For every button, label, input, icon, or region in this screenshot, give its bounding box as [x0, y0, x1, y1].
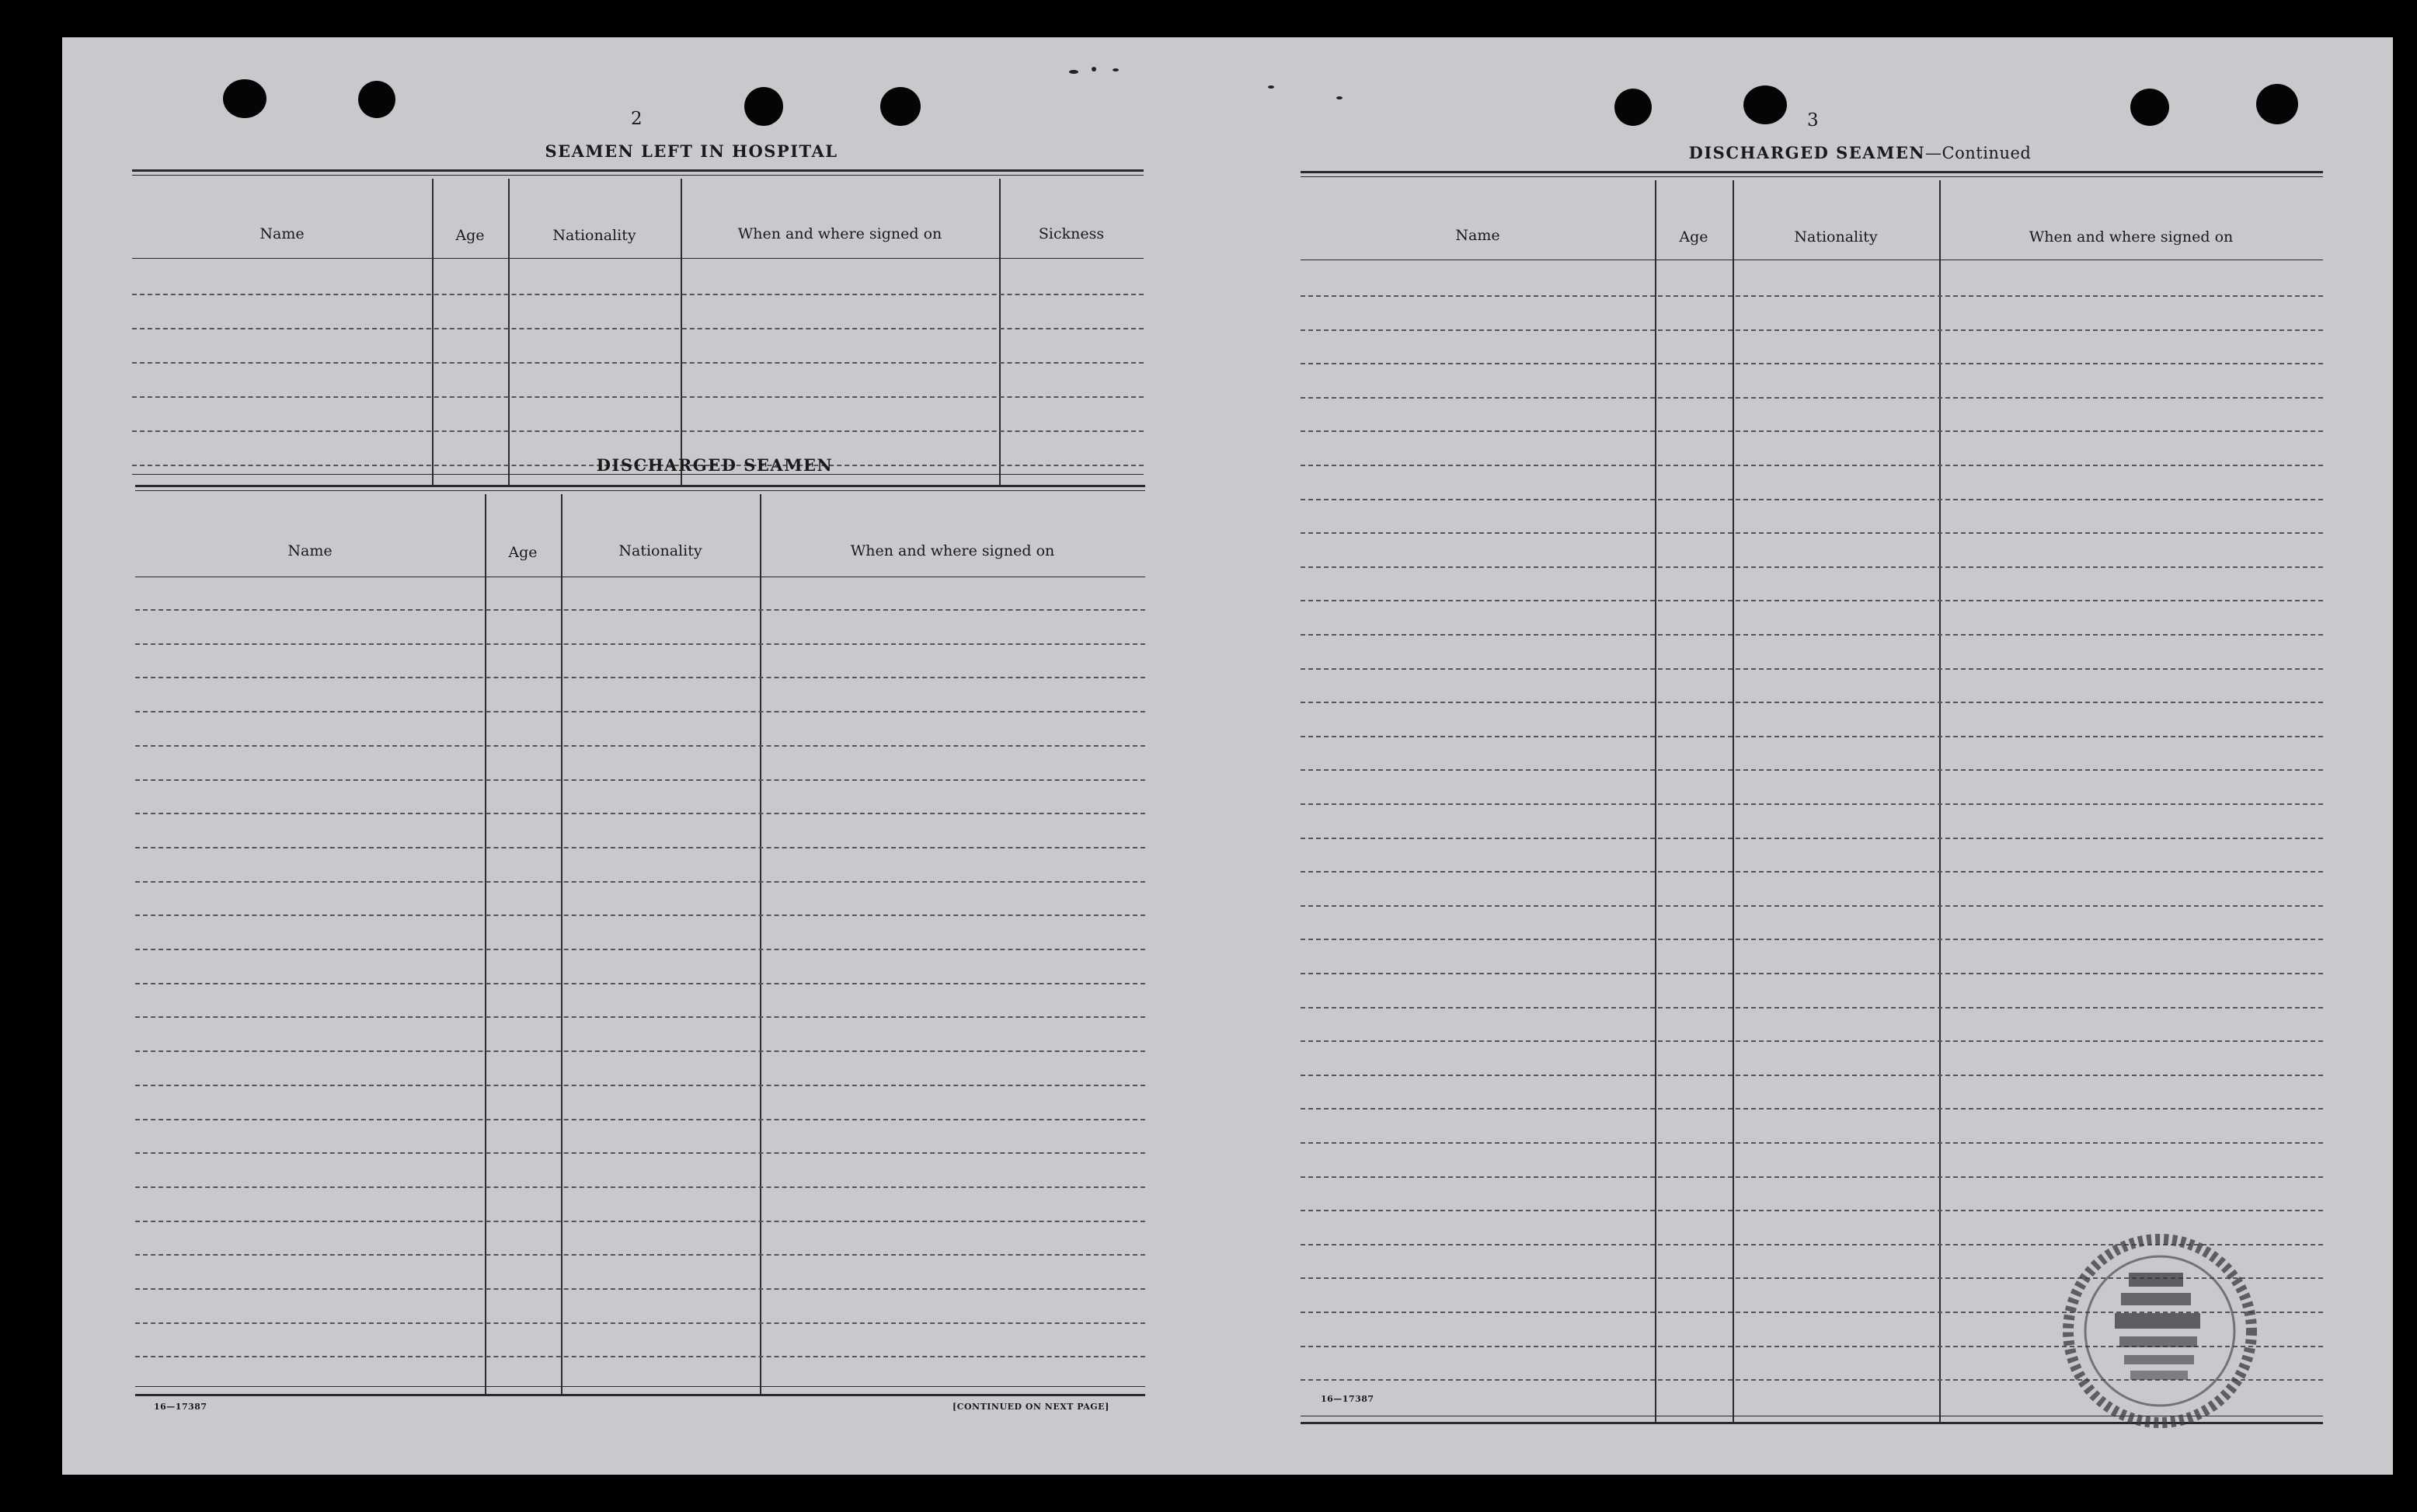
form-sheet: [62, 37, 2393, 1475]
blank-entry-line: [1301, 566, 2323, 568]
immigration-stamp: [2043, 1226, 2276, 1436]
blank-entry-line: [1301, 803, 2323, 805]
column-header: Nationality: [1794, 228, 1878, 246]
column-header: Sickness: [1038, 225, 1105, 242]
blank-entry-line: [135, 1288, 1145, 1290]
column-header: Name: [1455, 227, 1500, 244]
blank-entry-line: [1301, 1007, 2323, 1009]
column-header: Name: [287, 542, 333, 559]
blank-entry-line: [1301, 397, 2323, 399]
continued-note: [CONTINUED ON NEXT PAGE]: [953, 1402, 1109, 1412]
ink-speck: [1092, 67, 1096, 71]
blank-entry-line: [135, 779, 1145, 781]
column-header: When and where signed on: [737, 225, 942, 242]
blank-entry-line: [1301, 668, 2323, 670]
blank-entry-line: [1301, 1210, 2323, 1211]
hospital-table: [132, 169, 1144, 485]
blank-entry-line: [1301, 973, 2323, 974]
form-code: 16—17387: [154, 1402, 207, 1412]
ink-speck: [1268, 85, 1274, 89]
blank-entry-line: [135, 1322, 1145, 1324]
form-code: 16—17387: [1321, 1394, 1374, 1404]
blank-entry-line: [135, 711, 1145, 712]
blank-entry-line: [1301, 1142, 2323, 1144]
punch-hole: [1614, 89, 1652, 126]
blank-entry-line: [1301, 499, 2323, 500]
blank-entry-line: [1301, 1108, 2323, 1110]
section-title-hospital: SEAMEN LEFT IN HOSPITAL: [545, 141, 838, 161]
ink-speck: [1336, 96, 1343, 99]
column-header: When and where signed on: [850, 542, 1055, 559]
ink-speck: [1113, 68, 1119, 71]
punch-hole: [744, 87, 783, 126]
section-title-discharged-continued: [1627, 143, 2093, 162]
blank-entry-line: [135, 1356, 1145, 1357]
blank-entry-line: [135, 983, 1145, 984]
blank-entry-line: [135, 643, 1145, 645]
column-header: Age: [455, 227, 485, 244]
discharged-table-left: [135, 485, 1145, 1395]
blank-entry-line: [135, 847, 1145, 848]
blank-entry-line: [135, 915, 1145, 916]
blank-entry-line: [1301, 769, 2323, 771]
blank-entry-line: [1301, 1075, 2323, 1076]
section-title-text: DISCHARGED SEAMEN: [1688, 143, 1926, 162]
blank-entry-line: [1301, 905, 2323, 907]
blank-entry-line: [1301, 1040, 2323, 1042]
column-header: Name: [259, 225, 305, 242]
section-title-suffix: —Continued: [1925, 144, 2032, 162]
blank-entry-line: [135, 1119, 1145, 1120]
blank-entry-line: [1301, 702, 2323, 703]
punch-hole: [223, 79, 266, 118]
blank-entry-line: [1301, 939, 2323, 940]
blank-entry-line: [1301, 363, 2323, 364]
blank-entry-line: [1301, 600, 2323, 601]
blank-entry-line: [1301, 295, 2323, 297]
column-header: Age: [1679, 228, 1708, 246]
blank-entry-line: [1301, 329, 2323, 331]
punch-hole: [880, 87, 921, 126]
column-header: When and where signed on: [2029, 228, 2234, 246]
column-header: Age: [508, 544, 538, 561]
blank-entry-line: [135, 745, 1145, 747]
page-number: 3: [1807, 110, 1819, 131]
blank-entry-line: [1301, 532, 2323, 534]
section-title-discharged: DISCHARGED SEAMEN: [596, 455, 834, 475]
blank-entry-line: [1301, 465, 2323, 466]
blank-entry-line: [135, 609, 1145, 611]
blank-entry-line: [135, 949, 1145, 950]
punch-hole: [2256, 84, 2298, 124]
column-header: Nationality: [552, 227, 636, 244]
blank-entry-line: [135, 1221, 1145, 1222]
blank-entry-line: [135, 1254, 1145, 1256]
blank-entry-line: [1301, 736, 2323, 737]
blank-entry-line: [135, 1050, 1145, 1052]
blank-entry-line: [1301, 430, 2323, 432]
column-header: Nationality: [618, 542, 702, 559]
ink-speck: [1069, 70, 1078, 74]
blank-entry-line: [1301, 1176, 2323, 1178]
punch-hole: [1743, 85, 1787, 124]
punch-hole: [2130, 89, 2169, 126]
punch-hole: [358, 81, 395, 118]
blank-entry-line: [135, 1016, 1145, 1018]
blank-entry-line: [1301, 634, 2323, 636]
blank-entry-line: [135, 1085, 1145, 1086]
blank-entry-line: [135, 1186, 1145, 1188]
blank-entry-line: [135, 881, 1145, 883]
blank-entry-line: [135, 813, 1145, 814]
blank-entry-line: [1301, 838, 2323, 839]
page-number: 2: [631, 109, 643, 129]
blank-entry-line: [1301, 871, 2323, 873]
blank-entry-line: [135, 1152, 1145, 1154]
blank-entry-line: [135, 677, 1145, 678]
